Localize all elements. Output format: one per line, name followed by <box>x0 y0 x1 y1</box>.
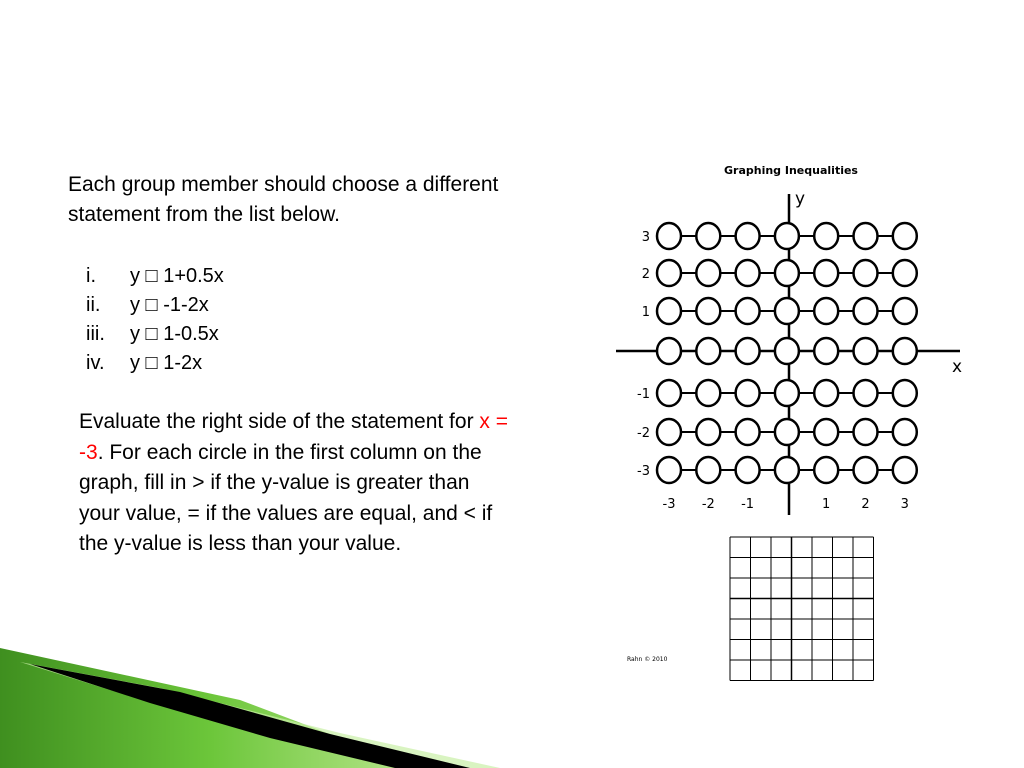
answer-circle <box>696 260 720 286</box>
evaluate-text-after: . For each circle in the first column on the graph, fill in > if the y-value is greater than your value, = if the values are equal, and < if the y-value is less than your value. <box>79 440 493 556</box>
answer-circle <box>814 457 838 483</box>
answer-circle <box>854 223 878 249</box>
statement-text: y □ 1+0.5x <box>130 265 224 287</box>
answer-circle <box>657 338 681 364</box>
y-axis-label: y <box>795 189 806 209</box>
answer-circle <box>657 223 681 249</box>
y-tick-label: 2 <box>641 267 650 282</box>
answer-circle <box>775 298 799 324</box>
y-tick-labels <box>637 230 650 479</box>
credit-text: Rahn © 2010 <box>627 656 668 663</box>
answer-circle <box>814 380 838 406</box>
answer-circle <box>657 298 681 324</box>
y-tick-label: -2 <box>637 426 650 441</box>
x-tick-label: 1 <box>822 497 831 512</box>
answer-circle <box>657 260 681 286</box>
answer-circle <box>893 298 917 324</box>
answer-circle <box>893 419 917 445</box>
square-grid <box>730 537 874 681</box>
answer-circle <box>854 457 878 483</box>
x-tick-labels <box>663 497 909 512</box>
answer-circle <box>814 260 838 286</box>
intro-text: Each group member should choose a different statement from the list below. <box>68 173 499 226</box>
answer-circle <box>657 380 681 406</box>
answer-circle <box>736 457 760 483</box>
answer-circle <box>814 298 838 324</box>
x-axis-label: x <box>952 357 963 377</box>
answer-circle <box>775 380 799 406</box>
x-tick-label: -2 <box>701 497 715 512</box>
x-tick-label: -3 <box>662 497 676 512</box>
x-tick-label: -1 <box>741 497 755 512</box>
y-tick-label: -1 <box>637 387 650 402</box>
statement-text: y □ 1-2x <box>130 352 203 374</box>
answer-circle <box>854 338 878 364</box>
statement-numeral: iv. <box>86 352 105 374</box>
y-tick-label: 1 <box>641 305 650 320</box>
answer-circle <box>736 380 760 406</box>
answer-circle <box>736 260 760 286</box>
answer-circle <box>854 380 878 406</box>
answer-circle <box>775 457 799 483</box>
answer-circle <box>893 338 917 364</box>
statement-numeral: ii. <box>86 294 101 316</box>
evaluate-highlight: x = -3 <box>79 410 509 464</box>
answer-circle <box>893 457 917 483</box>
answer-circle <box>814 223 838 249</box>
y-tick-label: -3 <box>637 464 650 479</box>
x-tick-label: 3 <box>900 497 909 512</box>
answer-circle <box>736 419 760 445</box>
answer-circle <box>775 260 799 286</box>
answer-circle <box>854 298 878 324</box>
answer-circle <box>893 380 917 406</box>
worksheet-title: Graphing Inequalities <box>724 164 858 177</box>
answer-circle <box>736 338 760 364</box>
answer-circle <box>814 419 838 445</box>
evaluate-text-before: Evaluate the right side of the statement for <box>79 410 480 433</box>
answer-circle <box>657 457 681 483</box>
answer-circle <box>696 298 720 324</box>
answer-circle <box>736 298 760 324</box>
answer-circle <box>696 380 720 406</box>
statement-numeral: iii. <box>86 323 105 345</box>
answer-circle <box>893 260 917 286</box>
answer-circle <box>775 419 799 445</box>
statement-text: y □ 1-0.5x <box>130 323 219 345</box>
statement-text: y □ -1-2x <box>130 294 209 316</box>
answer-circle <box>657 419 681 445</box>
y-tick-label: 3 <box>641 230 650 245</box>
statement-numeral: i. <box>86 265 96 287</box>
answer-circle <box>696 223 720 249</box>
answer-circle <box>893 223 917 249</box>
circle-grid <box>657 223 917 483</box>
answer-circle <box>775 223 799 249</box>
answer-circle <box>696 457 720 483</box>
answer-circle <box>696 338 720 364</box>
answer-circle <box>775 338 799 364</box>
answer-circle <box>814 338 838 364</box>
answer-circle <box>736 223 760 249</box>
answer-circle <box>854 419 878 445</box>
answer-circle <box>854 260 878 286</box>
answer-circle <box>696 419 720 445</box>
x-tick-label: 2 <box>861 497 870 512</box>
